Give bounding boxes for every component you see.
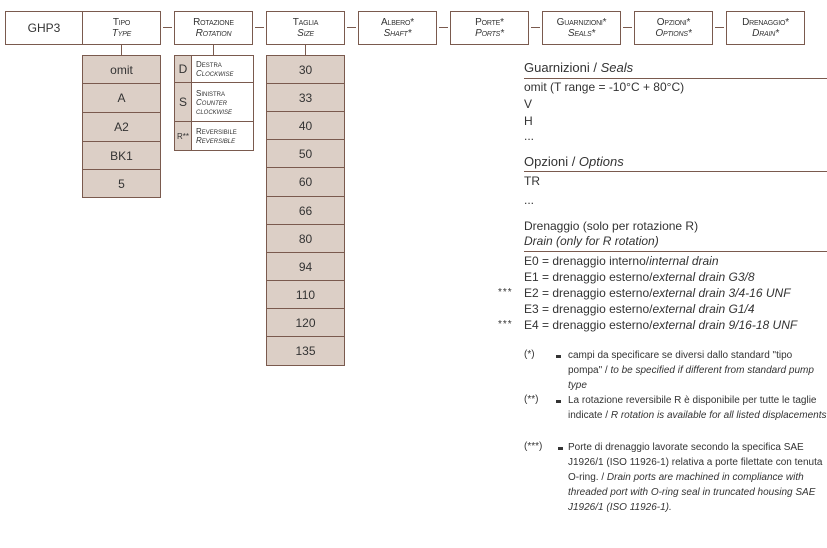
size-option	[266, 55, 345, 84]
size-option	[266, 168, 345, 197]
size-option-label: 94	[298, 259, 313, 274]
seal-item: omit (T range = -10°C + 80°C)	[524, 80, 685, 94]
rotation-desc-en: Clockwise	[196, 69, 234, 78]
type-label-en: Type	[111, 28, 132, 39]
option-item: TR	[524, 174, 540, 188]
rotation-desc-it: Sinistra	[196, 88, 226, 98]
size-option-label: 110	[295, 287, 316, 302]
size-option-label: 135	[295, 344, 316, 358]
type-option-label: 5	[118, 176, 125, 191]
drain-code: E3	[524, 302, 539, 316]
type-option	[82, 170, 161, 198]
drain-title-it: Drenaggio (solo per rotazione R)	[524, 219, 699, 233]
note-text-it: La rotazione reversibile R è disponibile per tutte le taglie indicate /	[568, 395, 817, 421]
rotation-desc-it: Destra	[196, 60, 222, 69]
ports-label-en: Ports*	[475, 28, 504, 39]
note-text	[568, 393, 827, 423]
drain-code: E1	[524, 270, 539, 284]
code-box-model	[5, 11, 83, 45]
type-option	[82, 142, 161, 170]
drain-desc-en: external drain 9/16-18 UNF	[652, 318, 798, 332]
drain-desc-it: = drenaggio interno/	[542, 254, 650, 268]
options-label-it: Opzioni*	[656, 17, 691, 28]
size-option	[266, 225, 345, 253]
code-box-options	[634, 11, 713, 45]
drain-desc-it: = drenaggio esterno/	[542, 270, 653, 284]
note-text-en: Drain ports are machined in compliance with threaded port with O-ring seal in truncated housing SAE J1926/1 (ISO 11926-1).	[568, 472, 816, 513]
rotation-desc-it: Reversibile	[196, 127, 237, 136]
seal-item: V	[524, 97, 533, 111]
connector-line	[121, 45, 122, 55]
size-label-it: Taglia	[292, 17, 319, 28]
size-option-label: 33	[298, 90, 313, 105]
note-text-en: to be specified if different from standard pump type	[568, 365, 814, 391]
separator-dash	[347, 27, 356, 28]
code-box-ports	[450, 11, 529, 45]
bullet-icon	[556, 355, 561, 358]
option-item: ...	[524, 193, 535, 207]
drain-stars: ***	[498, 287, 513, 298]
separator-dash	[623, 27, 632, 28]
code-box-shaft	[358, 11, 437, 45]
separator-dash	[531, 27, 540, 28]
drain-stars: ***	[498, 319, 513, 330]
drain-desc-en: external drain G1/4	[652, 302, 755, 316]
note-text	[568, 440, 827, 515]
drain-desc-it: = drenaggio esterno/	[542, 318, 653, 332]
size-option	[266, 253, 345, 281]
rotation-desc-en: Counter clockwise	[196, 97, 233, 116]
section-rule	[524, 251, 827, 252]
separator-dash	[439, 27, 448, 28]
options-title-it: Opzioni /	[524, 154, 579, 169]
code-box-seals	[542, 11, 621, 45]
type-option	[82, 84, 161, 113]
bullet-icon	[558, 447, 563, 450]
drain-item	[524, 254, 719, 268]
type-option	[82, 113, 161, 142]
drain-item	[524, 318, 797, 332]
note-mark: (***)	[524, 441, 543, 452]
seals-title-it: Guarnizioni /	[524, 60, 601, 75]
size-option-label: 66	[298, 203, 313, 218]
size-option	[266, 337, 345, 366]
drain-item	[524, 302, 755, 316]
rotation-label-en: Rotation	[195, 28, 232, 39]
model-code: GHP3	[27, 20, 61, 35]
rotation-code: D	[175, 56, 192, 82]
seals-label-it: Guarnizioni*	[556, 17, 607, 28]
size-option	[266, 112, 345, 140]
size-option-label: 50	[298, 146, 313, 161]
drain-code: E0	[524, 254, 539, 268]
type-option	[82, 55, 161, 84]
drain-desc-en: external drain G3/8	[652, 270, 755, 284]
note-text	[568, 348, 827, 393]
drain-desc-it: = drenaggio esterno/	[542, 302, 653, 316]
options-title-en: Options	[578, 154, 624, 169]
type-option-label: omit	[110, 62, 133, 77]
size-option	[266, 84, 345, 112]
drain-label-en: Drain*	[752, 28, 779, 39]
drain-desc-it: = drenaggio esterno/	[542, 286, 653, 300]
size-option-label: 40	[298, 118, 313, 133]
drain-item	[524, 286, 791, 300]
note-text-it: campi da specificare se diversi dallo standard "tipo pompa" /	[568, 350, 793, 376]
size-option	[266, 140, 345, 168]
note-text-it: Porte di drenaggio lavorate secondo la specifica SAE J1926/1 (ISO 11926-1) relativa a porte filettate con tenuta O-ring. /	[568, 442, 823, 483]
seals-title	[524, 60, 633, 75]
shaft-label-it: Albero*	[381, 17, 414, 28]
type-option-label: A	[117, 91, 126, 105]
code-box-rotation	[174, 11, 253, 45]
type-option-label: A2	[114, 120, 129, 134]
section-rule	[524, 171, 827, 172]
seal-item: H	[524, 114, 533, 128]
options-label-en: Options*	[655, 28, 692, 39]
size-option-label: 80	[298, 231, 313, 246]
drain-code: E4	[524, 318, 539, 332]
rotation-option	[174, 83, 254, 122]
size-option-label: 30	[298, 62, 313, 77]
connector-line	[305, 45, 306, 55]
code-box-size	[266, 11, 345, 45]
size-option-label: 60	[298, 175, 313, 189]
ports-label-it: Porte*	[475, 17, 504, 28]
code-box-type	[82, 11, 161, 45]
rotation-code: S	[175, 83, 192, 121]
separator-dash	[163, 27, 172, 28]
drain-label-it: Drenaggio*	[742, 17, 789, 28]
note-text-en: R rotation is available for all listed displacements	[610, 410, 827, 421]
seal-item: ...	[524, 129, 535, 143]
drain-title-en: Drain (only for R rotation)	[524, 234, 659, 248]
size-option	[266, 281, 345, 309]
rotation-label-it: Rotazione	[193, 17, 234, 28]
drain-code: E2	[524, 286, 539, 300]
options-title	[524, 154, 624, 169]
connector-line	[213, 45, 214, 55]
bullet-icon	[556, 400, 561, 403]
drain-desc-en: external drain 3/4-16 UNF	[652, 286, 791, 300]
rotation-desc-en: Reversible	[196, 136, 236, 145]
seals-label-en: Seals*	[567, 28, 596, 39]
size-label-en: Size	[297, 28, 314, 39]
note-mark: (*)	[524, 349, 535, 360]
section-rule	[524, 78, 827, 79]
size-option	[266, 309, 345, 337]
note-mark: (**)	[524, 394, 539, 405]
drain-desc-en: internal drain	[649, 254, 719, 268]
size-option	[266, 197, 345, 225]
code-box-drain	[726, 11, 805, 45]
drain-item	[524, 270, 755, 284]
type-option-label: BK1	[110, 148, 133, 163]
rotation-code: R**	[175, 122, 192, 150]
separator-dash	[715, 27, 724, 28]
size-option-label: 120	[295, 315, 316, 330]
type-label-it: Tipo	[112, 17, 131, 28]
separator-dash	[255, 27, 264, 28]
rotation-option	[174, 55, 254, 83]
shaft-label-en: Shaft*	[383, 28, 412, 39]
rotation-option	[174, 122, 254, 151]
seals-title-en: Seals	[600, 60, 634, 75]
